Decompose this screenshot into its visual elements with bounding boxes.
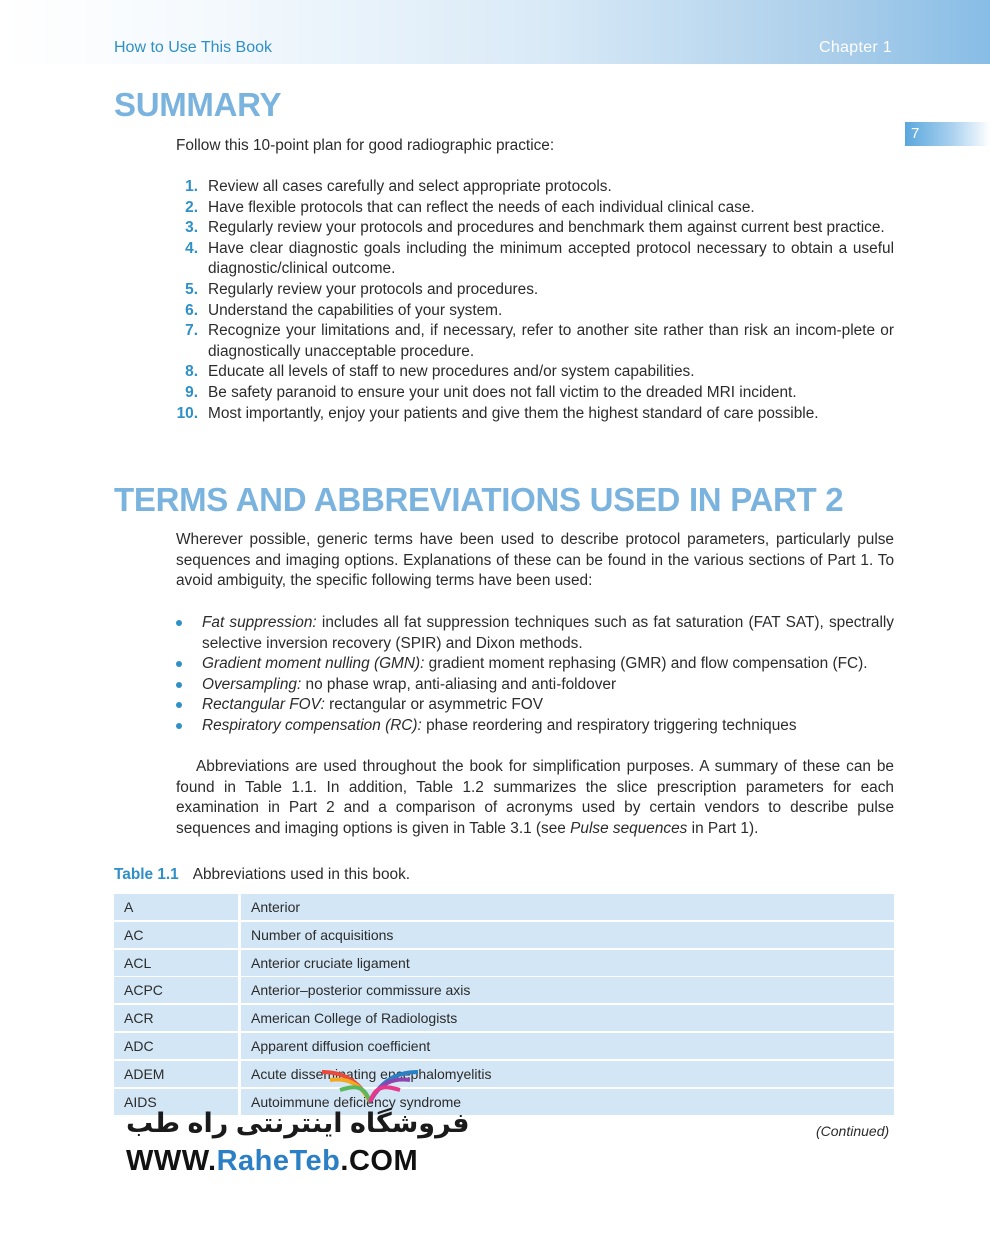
abbreviations-text-a: Abbreviations are used throughout the book for simplification purposes. A summary of these can be found in Table 1.1. In addition, Table 1.2 summarizes the slice prescription parameters for each examination in Part 2 and a comparison of acronyms used by certain vendors to describe pulse sequences and imaging options is given in Table 3.1 (see	[176, 758, 894, 837]
book-logo-icon	[320, 1058, 420, 1108]
list-item	[176, 675, 894, 696]
abbr-cell: ADEM	[114, 1061, 238, 1087]
item-text: Review all cases carefully and select appropriate protocols.	[208, 178, 612, 195]
running-header-chapter: Chapter 1	[819, 39, 892, 56]
page-number: 7	[911, 125, 920, 142]
abbr-cell: A	[114, 894, 238, 920]
meaning-cell: Anterior–posterior commissure axis	[241, 977, 894, 1003]
running-header-title: How to Use This Book	[114, 39, 272, 56]
list-item	[176, 301, 894, 322]
term-name: Rectangular FOV:	[202, 696, 325, 714]
table-row	[114, 922, 894, 948]
bullet-icon	[176, 702, 182, 708]
item-text: Educate all levels of staff to new procedures and/or system capabilities.	[208, 363, 695, 381]
term-definition: phase reordering and respiratory triggering techniques	[421, 716, 797, 734]
list-item	[176, 404, 894, 425]
abbr-cell: ACL	[114, 950, 238, 976]
list-item	[176, 280, 894, 301]
term-definition: includes all fat suppression techniques such as fat saturation (FAT SAT), spectrally selective inversion recovery (SPIR) and Dixon methods.	[202, 614, 894, 652]
item-number: 1.	[185, 178, 198, 195]
watermark-url[interactable]	[126, 1145, 418, 1178]
term-name: Respiratory compensation (RC):	[202, 716, 422, 734]
terms-intro: Wherever possible, generic terms have been used to describe protocol parameters, particularly pulse sequences and imaging options. Explanations of these can be found in the various sections of Part 1. To avoid ambiguity, the specific following terms have been used:	[176, 531, 894, 590]
list-item	[176, 321, 894, 362]
table-row	[114, 977, 894, 1003]
continued-note: (Continued)	[816, 1123, 890, 1139]
table-label: Table 1.1	[114, 866, 179, 883]
bullet-icon	[176, 620, 182, 626]
abbr-cell: ACPC	[114, 977, 238, 1003]
item-number: 4.	[185, 239, 198, 257]
table-row	[114, 1061, 894, 1087]
item-text: Regularly review your protocols and procedures.	[208, 280, 539, 298]
item-text: Recognize your limitations and, if necessary, refer to another site rather than risk an incom-plete or diagnostically unacceptable procedure.	[208, 322, 894, 360]
term-name: Oversampling:	[202, 675, 302, 693]
table-row	[114, 1005, 894, 1031]
item-number: 7.	[185, 322, 198, 340]
item-text: Be safety paranoid to ensure your unit does not fall victim to the dreaded MRI incident.	[208, 383, 797, 401]
bullet-icon	[176, 682, 182, 688]
meaning-cell: Apparent diffusion coefficient	[241, 1033, 894, 1059]
abbr-cell: AC	[114, 922, 238, 948]
terms-heading: TERMS AND ABBREVIATIONS USED IN PART 2	[114, 481, 844, 518]
summary-intro: Follow this 10-point plan for good radiographic practice:	[176, 137, 555, 154]
page-number-tab	[905, 122, 990, 146]
summary-heading: SUMMARY	[114, 86, 282, 123]
list-item	[176, 218, 894, 239]
table-caption	[114, 866, 410, 884]
item-number: 5.	[185, 280, 198, 298]
term-definition: gradient moment rephasing (GMR) and flow compensation (FC).	[424, 655, 868, 673]
list-item	[176, 654, 894, 675]
terms-bullet-list	[176, 613, 894, 737]
item-text: Regularly review your protocols and procedures and benchmark them against current best practice.	[208, 219, 885, 237]
pulse-sequences-ref: Pulse sequences	[570, 819, 688, 837]
meaning-cell: Anterior	[241, 894, 894, 920]
item-text: Have flexible protocols that can reflect the needs of each individual clinical case.	[208, 198, 755, 216]
list-item	[176, 239, 894, 280]
list-item	[176, 695, 894, 716]
meaning-cell: Number of acquisitions	[241, 922, 894, 948]
item-number: 2.	[185, 198, 198, 216]
term-definition: no phase wrap, anti-aliasing and anti-foldover	[301, 675, 617, 693]
table-row	[114, 950, 894, 976]
term-name: Fat suppression:	[202, 614, 317, 631]
item-text: Understand the capabilities of your system.	[208, 301, 503, 319]
abbr-cell: ACR	[114, 1005, 238, 1031]
watermark-persian-text: فروشگاه اینترنتی راه طب	[126, 1108, 470, 1138]
list-item	[176, 198, 894, 219]
meaning-cell: Acute disseminating encephalomyelitis	[241, 1061, 894, 1087]
abbreviations-text-b: in Part 1).	[687, 819, 759, 837]
meaning-cell: American College of Radiologists	[241, 1005, 894, 1031]
table-row	[114, 1033, 894, 1059]
term-name: Gradient moment nulling (GMN):	[202, 655, 425, 673]
list-item	[176, 362, 894, 383]
term-definition: rectangular or asymmetric FOV	[324, 696, 543, 714]
bullet-icon	[176, 661, 182, 667]
abbr-cell: ADC	[114, 1033, 238, 1059]
watermark-url-prefix: WWW.	[126, 1145, 217, 1177]
list-item	[176, 716, 894, 737]
table-row	[114, 894, 894, 920]
item-number: 8.	[185, 363, 198, 381]
list-item	[176, 613, 894, 654]
item-number: 10.	[176, 404, 198, 422]
meaning-cell: Anterior cruciate ligament	[241, 950, 894, 976]
list-item	[176, 383, 894, 404]
abbreviations-paragraph	[176, 757, 894, 839]
watermark-url-name: RaheTeb	[216, 1145, 341, 1177]
meaning-cell: Autoimmune deficiency syndrome	[241, 1089, 894, 1115]
list-item	[176, 177, 894, 198]
watermark-url-suffix: .COM	[340, 1145, 419, 1177]
bullet-icon	[176, 723, 182, 729]
abbreviations-table	[114, 894, 894, 1116]
item-text: Have clear diagnostic goals including the minimum accepted protocol necessary to obtain a useful diagnostic/clinical outcome.	[208, 239, 894, 278]
abbr-cell: AIDS	[114, 1089, 238, 1115]
table-caption-text: Abbreviations used in this book.	[192, 866, 411, 883]
item-number: 3.	[185, 219, 198, 237]
summary-list	[176, 177, 894, 424]
item-number: 6.	[185, 301, 198, 319]
item-number: 9.	[185, 383, 198, 401]
item-text: Most importantly, enjoy your patients and give them the highest standard of care possible.	[208, 404, 819, 422]
